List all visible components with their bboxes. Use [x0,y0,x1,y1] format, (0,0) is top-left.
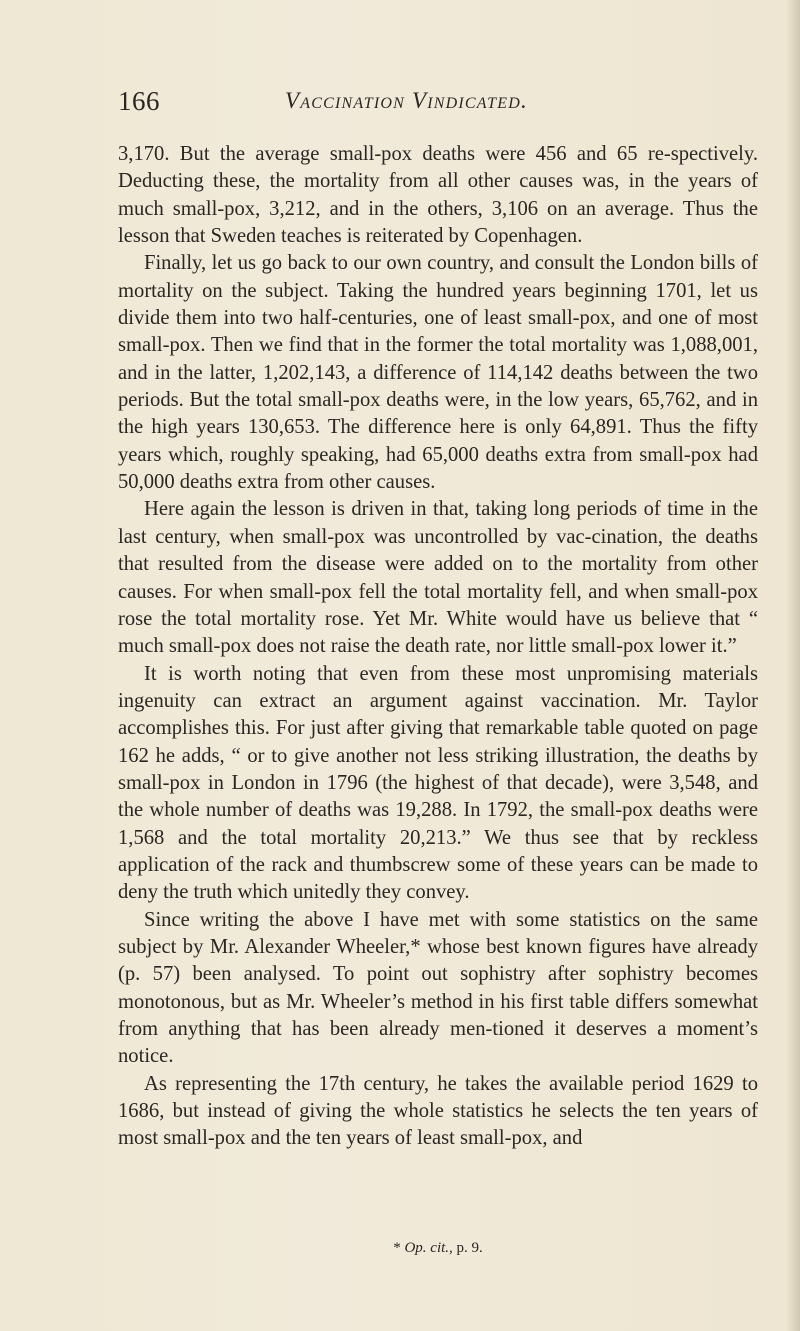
paragraph-london-bills: Finally, let us go back to our own country, and consult the London bills of mortality on the subject. Taking the hundred years beginning 1701, let us divide them into two half-centuries, one of least small-pox, and one of most small-pox. Then we find that in the former the total mortality was 1,088,001, and in the latter, 1,202,143, a difference of 114,142 deaths between the two periods. But the total small-pox deaths were, in the low years, 65,762, and in the high years 130,653. The difference here is only 64,891. Thus the fifty years which, roughly speaking, had 65,000 deaths extra from small-pox had 50,000 deaths extra from other causes. [118,252,758,494]
page-edge-shadow [786,0,800,1331]
page-number: 166 [118,86,160,116]
paragraph-continued: 3,170. But the average small-pox deaths were 456 and 65 re-spectively. Deducting these, the mortality from all other causes was, in the years of much small-pox, 3,212, and in the others, 3,106 on an average. Thus the lesson that Sweden teaches is reiterated by Copenhagen. [118,143,758,248]
paragraph-17th-century: As representing the 17th century, he takes the available period 1629 to 1686, but instead of giving the whole statistics he selects the ten years of most small-pox and the ten years of least small-pox, and [118,1072,758,1150]
paragraph-wheeler: Since writing the above I have met with some statistics on the same subject by Mr. Alexander Wheeler,* whose best known figures have already (p. 57) been analysed. To point out sophistry after sophistry becomes monotonous, but as Mr. Wheeler’s method in his first table differs somewhat from anything that has been already men-tioned it deserves a moment’s notice. [118,908,758,1068]
body-text [118,141,758,1153]
footnote-marker: * [393,1240,401,1256]
page-header [118,86,758,120]
paragraph-taylor: It is worth noting that even from these most unpromising materials ingenuity can extract an argument against vaccination. Mr. Taylor accomplishes this. For just after giving that remarkable table quoted on page 162 he adds, “ or to give another not less striking illustration, the deaths by small-pox in London in 1796 (the highest of that decade), were 3,548, and the whole number of deaths was 19,288. In 1792, the small-pox deaths were 1,568 and the total mortality 20,213.” We thus see that by reckless application of the rack and thumbscrew some of these years can be made to deny the truth which unitedly they convey. [118,662,758,904]
paragraph-lesson: Here again the lesson is driven in that, taking long periods of time in the last century, when small-pox was uncontrolled by vac-cination, the deaths that resulted from the disease were added on to the mortality from other causes. For when small-pox fell the total mortality fell, and when small-pox rose the total mortality rose. Yet Mr. White would have us believe that “ much small-pox does not raise the death rate, nor little small-pox lower it.” [118,498,758,658]
footnote [118,1240,758,1257]
footnote-page-ref: p. 9. [456,1240,483,1256]
footnote-citation: Op. cit., [404,1240,453,1256]
running-title: Vaccination Vindicated. [285,88,528,113]
